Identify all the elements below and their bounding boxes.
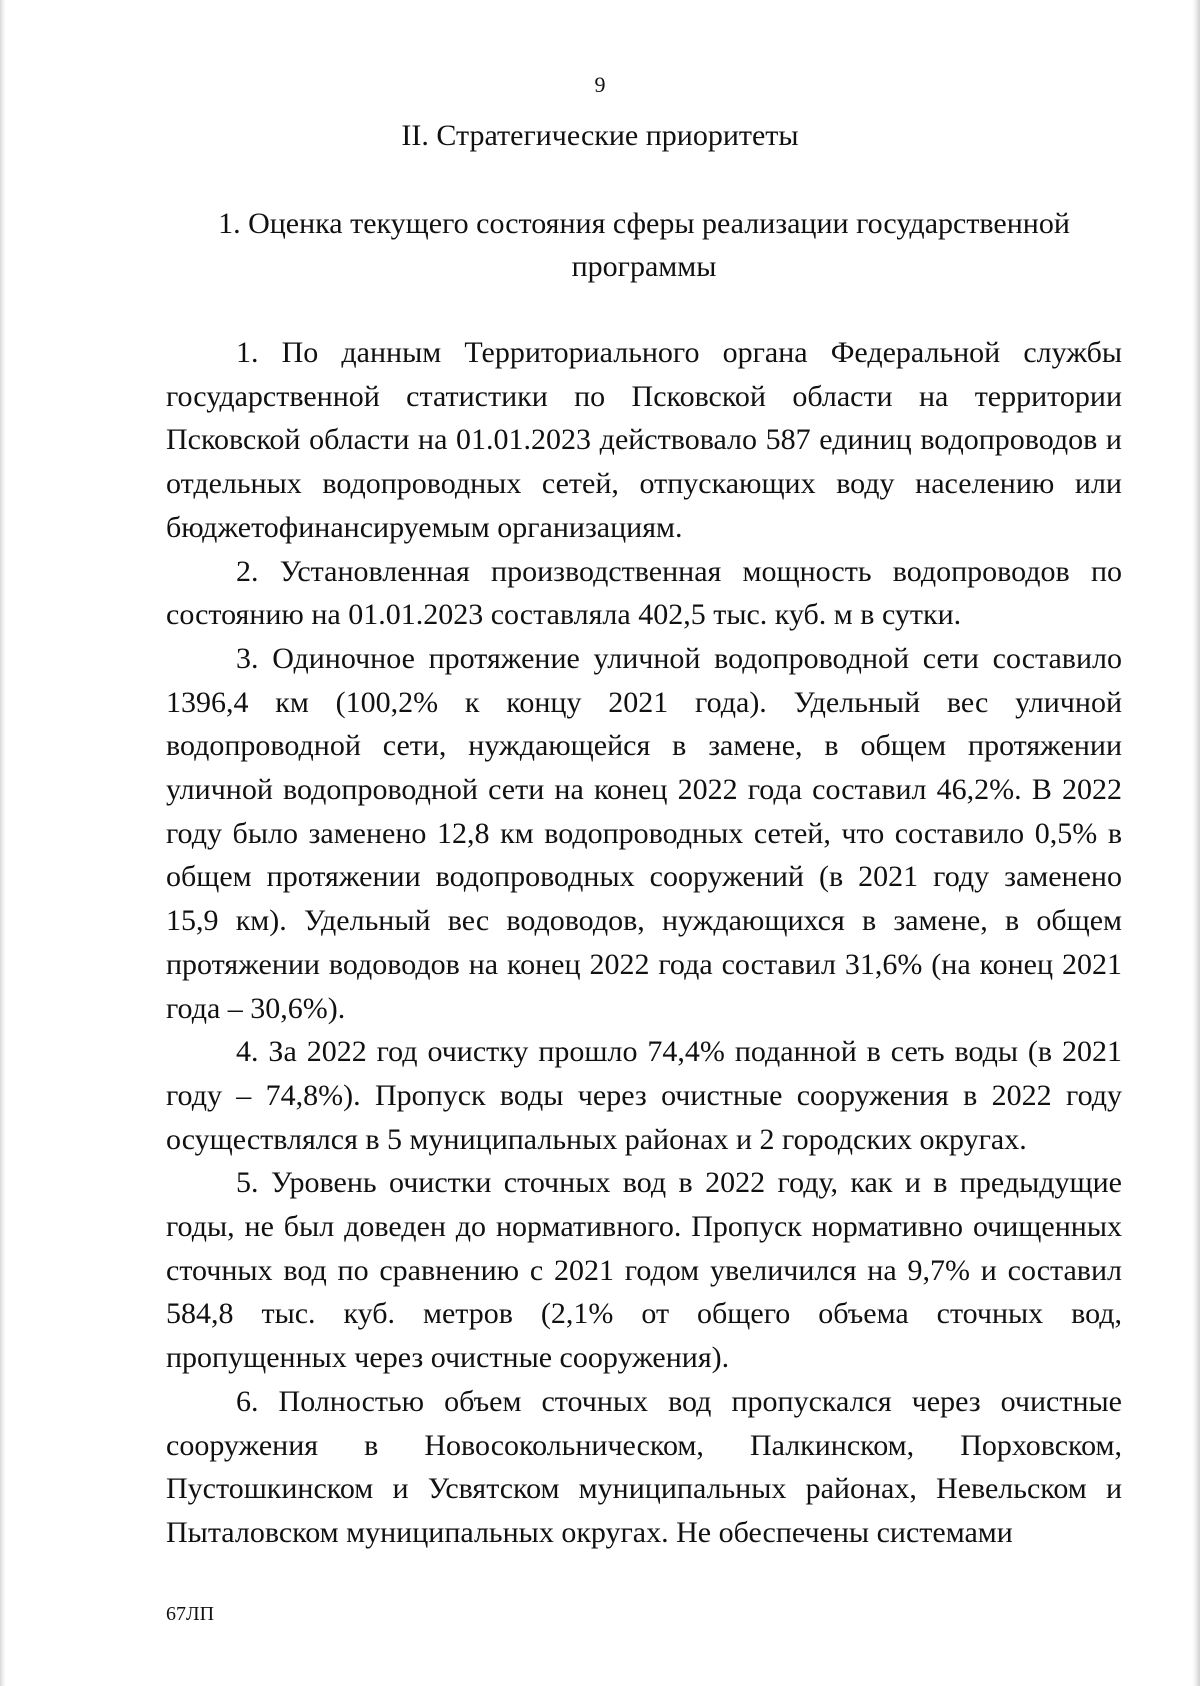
paragraph-5: 5. Уровень очистки сточных вод в 2022 году, как и в предыдущие годы, не был доведен до нормативного. Пропуск нормативно очищенных сточных вод по сравнению с 2021 годом увеличился на 9,7% и составил 584,8 тыс. куб. метров (2,1% от общего объема сточных вод, пропущенных через очистные сооружения). bbox=[166, 1166, 1122, 1375]
scan-edge-left bbox=[0, 0, 6, 1686]
scan-edge-right bbox=[1192, 0, 1200, 1686]
paragraph-6: 6. Полностью объем сточных вод пропускался через очистные сооружения в Новосокольническом, Палкинском, Порховском, Пустошкинском и Усвятском муниципальных районах, Невельском и Пыталовском муниципальных округах. Не обеспечены системами bbox=[166, 1384, 1122, 1549]
footer-document-code: 67ЛП bbox=[166, 1603, 215, 1625]
section-title: II. Стратегические приоритеты bbox=[401, 119, 799, 152]
paragraph-1: 1. По данным Территориального органа Федеральной службы государственной статистики по Псковской области на территории Псковской области на 01.01.2023 действовало 587 единиц водопроводов и отдельных водопроводных сетей, отпускающих воду населению или бюджетофинансируемым организациям. bbox=[166, 336, 1122, 544]
paragraph-4: 4. За 2022 год очистку прошло 74,4% поданной в сеть воды (в 2021 году – 74,8%). Пропуск воды через очистные сооружения в 2022 году осуществлялся в 5 муниципальных районах и 2 городских округах. bbox=[166, 1035, 1122, 1156]
body-text bbox=[166, 331, 1122, 1555]
paragraph-2: 2. Установленная производственная мощность водопроводов по состоянию на 01.01.2023 составляла 402,5 тыс. куб. м в сутки. bbox=[166, 554, 1122, 632]
subsection-title: 1. Оценка текущего состояния сферы реализации государственной программы bbox=[218, 207, 1070, 283]
paragraph-3: 3. Одиночное протяжение уличной водопроводной сети составило 1396,4 км (100,2% к концу 2021 года). Удельный вес уличной водопроводной сети, нуждающейся в замене, в общем протяжении уличной водопроводной сети на конец 2022 года составил 46,2%. В 2022 году было заменено 12,8 км водопроводных сетей, что составило 0,5% в общем протяжении водопроводных сооружений (в 2021 году заменено 15,9 км). Удельный вес водоводов, нуждающихся в замене, в общем протяжении водоводов на конец 2022 года составил 31,6% (на конец 2021 года – 30,6%). bbox=[166, 641, 1122, 1025]
page-number: 9 bbox=[594, 72, 606, 97]
